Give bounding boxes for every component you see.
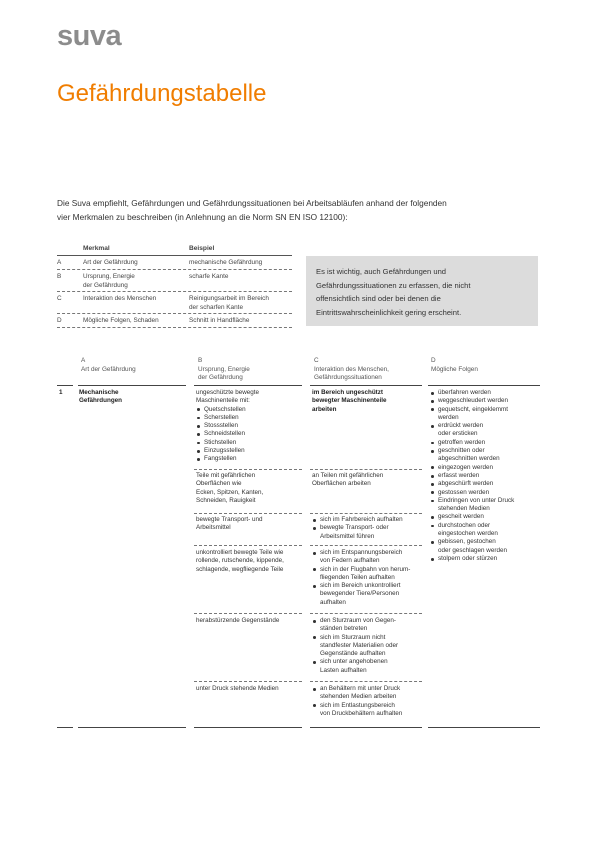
interaction-cell — [312, 472, 383, 489]
row-divider — [57, 313, 292, 314]
row-divider — [57, 291, 292, 292]
list-item: ständen betreten — [320, 625, 368, 633]
intro-line: vier Merkmalen zu beschreiben (in Anlehnung an die Norm SN EN ISO 12100): — [57, 212, 348, 222]
origin-cell — [196, 685, 279, 693]
origin-cell — [196, 516, 263, 533]
list-item: Arbeitsmittel führen — [320, 532, 375, 540]
table-rule — [428, 727, 540, 728]
text-line: Gefährdungssituationen — [314, 374, 382, 381]
merkmal-key: D — [57, 317, 62, 324]
list-item: Eindringen von unter Druck — [430, 497, 514, 505]
table-rule — [78, 385, 186, 386]
suva-logo: suva — [57, 20, 122, 52]
row-divider — [194, 613, 302, 614]
interaction-cell — [312, 617, 398, 675]
text-line: Ecken, Spitzen, Kanten, — [196, 488, 264, 496]
list-item: sich im Entspannungsbereich — [312, 549, 410, 557]
table-rule — [78, 727, 186, 728]
list-item: Gegenstände aufhalten — [320, 650, 386, 658]
merkmal-header: Merkmal — [83, 245, 110, 252]
list-item: erfasst werden — [430, 472, 514, 480]
text-line: unter Druck stehende Medien — [196, 685, 279, 692]
text-line: Arbeitsmittel — [196, 524, 231, 532]
text-line: der Gefährdung — [198, 374, 243, 381]
list-item: erdrückt werden — [430, 422, 514, 430]
list-item: sich im Entlastungsbereich — [312, 702, 402, 710]
list-item: sich unter angehobenen — [312, 658, 398, 666]
origin-cell — [196, 549, 284, 574]
intro-paragraph — [57, 196, 507, 224]
list-item: Schneidstellen — [196, 430, 259, 438]
text-line: Mechanische — [79, 389, 119, 396]
column-header-a — [81, 357, 136, 374]
list-item: Stichstellen — [196, 439, 259, 447]
text-line: bewegte Transport- und — [196, 516, 263, 523]
text-line: Es ist wichtig, auch Gefährdungen und — [316, 267, 447, 276]
list-item: Einzugsstellen — [196, 447, 259, 455]
list-item: gescheit werden — [430, 513, 514, 521]
list-item: oder geschlagen werden — [438, 546, 507, 554]
list-item: bewegender Tiere/Personen — [320, 590, 400, 598]
list-item: an Behältern mit unter Druck — [312, 685, 402, 693]
text-line: im Bereich ungeschützt — [312, 389, 384, 396]
page-title: Gefährdungstabelle — [57, 80, 267, 107]
text-line: arbeiten — [312, 405, 337, 413]
merkmal-cell — [83, 272, 135, 290]
column-header-b — [198, 357, 250, 383]
list-item: von Federn aufhalten — [320, 557, 380, 565]
row-divider — [194, 513, 302, 514]
list-item: von Druckbehältern aufhalten — [320, 709, 403, 717]
text-line: bewegter Maschinenteile — [312, 397, 387, 405]
text-line: Gefährdungen — [79, 397, 123, 405]
merkmal-key: B — [57, 273, 62, 280]
list-item: den Sturzraum von Gegen- — [312, 617, 398, 625]
text-line: Mögliche Folgen — [431, 365, 478, 373]
interaction-cell — [312, 685, 402, 718]
row-divider — [57, 327, 292, 328]
beispiel-cell: mechanische Gefährdung — [189, 259, 263, 266]
origin-cell — [196, 472, 263, 505]
table-rule — [310, 727, 422, 728]
merkmal-cell: Interaktion des Menschen — [83, 295, 157, 302]
text-line: Ursprung, Energie — [83, 273, 135, 280]
text-line: Ursprung, Energie — [198, 365, 250, 373]
table-rule — [194, 385, 302, 386]
text-line: der scharfen Kante — [189, 304, 243, 311]
list-item: weggeschleudert werden — [430, 397, 514, 405]
origin-cell — [196, 617, 279, 625]
list-item: stolpern oder stürzen — [430, 555, 514, 563]
text-line: offensichtlich sind oder bei denen die — [316, 294, 441, 303]
list-item: Stossstellen — [196, 422, 259, 430]
list-item: gequetscht, eingeklemmt — [430, 406, 514, 414]
beispiel-cell — [189, 294, 269, 312]
table-rule — [428, 385, 540, 386]
list-item: durchstochen oder — [430, 522, 514, 530]
list-item: stehenden Medien arbeiten — [320, 693, 397, 701]
column-header-c — [314, 357, 389, 383]
list-item: Lasten aufhalten — [320, 666, 367, 674]
merkmal-cell: Mögliche Folgen, Schaden — [83, 317, 159, 324]
hazard-point-list — [196, 406, 259, 464]
text-line: unkontrolliert bewegte Teile wie — [196, 549, 284, 556]
text-line: Oberflächen wie — [196, 480, 242, 488]
text-line: der Gefährdung — [83, 282, 128, 289]
text-line: D — [431, 357, 436, 364]
list-item: standfester Materialien oder — [320, 641, 399, 649]
note-box — [306, 256, 538, 326]
list-item: sich im Sturzraum nicht — [312, 634, 398, 642]
list-item: sich in der Flugbahn von herum- — [312, 566, 410, 574]
row-divider — [310, 545, 422, 546]
category-label — [79, 389, 122, 406]
text-line: herabstürzende Gegenstände — [196, 617, 280, 624]
list-item: abgeschnitten werden — [438, 455, 500, 463]
text-line: ungeschützte bewegte — [196, 389, 260, 396]
list-item: überfahren werden — [430, 389, 514, 397]
text-line: Reinigungsarbeit im Bereich — [189, 295, 269, 302]
list-item: oder ersticken — [438, 430, 478, 438]
list-item: Fangstellen — [196, 455, 259, 463]
list-item: Scherstellen — [196, 414, 259, 422]
column-header-d — [431, 357, 478, 374]
interaction-cell — [312, 549, 410, 607]
list-item: eingezogen werden — [430, 464, 514, 472]
row-divider — [194, 469, 302, 470]
text-line: Gefährdungssituationen zu erfassen, die nicht — [316, 280, 471, 290]
row-divider — [310, 681, 422, 682]
row-number: 1 — [59, 389, 63, 396]
text-line: Eintrittswahrscheinlichkeit gering erscheint. — [316, 307, 462, 317]
table-rule — [57, 385, 73, 386]
list-item: geschnitten oder — [430, 447, 514, 455]
origin-cell — [196, 389, 259, 464]
text-line: an Teilen mit gefährlichen — [312, 472, 384, 479]
interaction-cell — [312, 389, 387, 414]
text-line: A — [81, 357, 86, 364]
row-divider — [194, 545, 302, 546]
list-item: eingestochen werden — [438, 530, 498, 538]
beispiel-cell: Schnitt in Handfläche — [189, 317, 250, 324]
text-line: Art der Gefährdung — [81, 365, 136, 373]
text-line: rollende, rutschende, kippende, — [196, 557, 284, 565]
merkmal-cell: Art der Gefährdung — [83, 259, 138, 266]
interaction-cell — [312, 516, 403, 541]
text-line: Interaktion des Menschen, — [314, 365, 389, 373]
table-rule — [57, 727, 73, 728]
merkmal-key: C — [57, 295, 62, 302]
table-rule — [310, 385, 422, 386]
list-item: fliegenden Teilen aufhalten — [320, 573, 395, 581]
table-rule — [57, 255, 292, 256]
text-line: Maschinenteile mit: — [196, 397, 250, 405]
list-item: gebissen, gestochen — [430, 538, 514, 546]
list-item: Quetschstellen — [196, 406, 259, 414]
list-item: aufhalten — [320, 598, 346, 606]
list-item: sich im Bereich unkontrolliert — [312, 582, 410, 590]
intro-line: Die Suva empfiehlt, Gefährdungen und Gefährdungssituationen bei Arbeitsabläufen anhand der folgenden — [57, 198, 447, 208]
list-item: sich im Fahrbereich aufhalten — [312, 516, 403, 524]
row-divider — [310, 613, 422, 614]
text-line: Teile mit gefährlichen — [196, 472, 256, 479]
list-item: getroffen werden — [430, 439, 514, 447]
row-divider — [310, 469, 422, 470]
text-line: B — [198, 357, 203, 364]
list-item: stehenden Medien — [438, 505, 490, 513]
row-divider — [310, 513, 422, 514]
list-item: gestossen werden — [430, 489, 514, 497]
beispiel-header: Beispiel — [189, 245, 215, 252]
beispiel-cell: scharfe Kante — [189, 273, 229, 280]
merkmal-key: A — [57, 259, 62, 266]
list-item: bewegte Transport- oder — [312, 524, 403, 532]
row-divider — [194, 681, 302, 682]
list-item: werden — [438, 413, 459, 421]
consequences-list — [430, 389, 514, 563]
text-line: schlagende, wegfliegende Teile — [196, 565, 284, 573]
text-line: C — [314, 357, 319, 364]
text-line: Oberflächen arbeiten — [312, 480, 371, 488]
text-line: Schneiden, Rauigkeit — [196, 496, 256, 504]
row-divider — [57, 269, 292, 270]
list-item: abgeschürft werden — [430, 480, 514, 488]
table-rule — [194, 727, 302, 728]
